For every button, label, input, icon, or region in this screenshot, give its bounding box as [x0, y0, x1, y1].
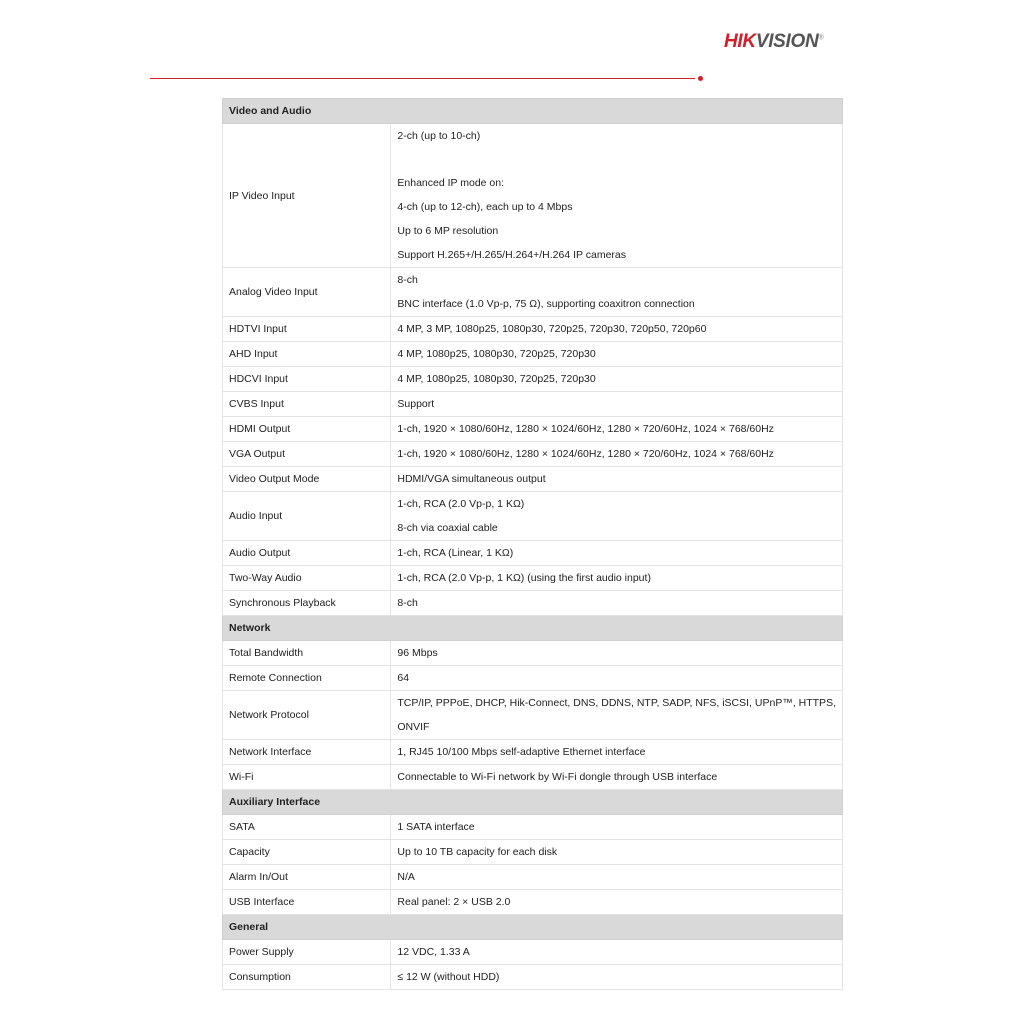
spec-value-cell [391, 691, 843, 740]
spec-row [223, 442, 843, 467]
spec-row [223, 890, 843, 915]
spec-value-cell [391, 492, 843, 541]
spec-value: 12 VDC, 1.33 A [397, 946, 470, 958]
spec-row [223, 124, 843, 268]
logo-vision: VISION [755, 31, 819, 52]
spec-label: Audio Input [223, 492, 391, 541]
spec-row [223, 317, 843, 342]
spec-value: TCP/IP, PPPoE, DHCP, Hik-Connect, DNS, DDNS, NTP, SADP, NFS, iSCSI, UPnP™, HTTPS, [397, 697, 836, 709]
spec-value: Real panel: 2 × USB 2.0 [397, 896, 511, 908]
spec-value: 96 Mbps [397, 647, 438, 659]
spec-value-cell [391, 442, 843, 467]
spec-value-cell [391, 890, 843, 915]
spec-row [223, 591, 843, 616]
spec-value-cell [391, 840, 843, 865]
spec-value: 2-ch (up to 10-ch) [397, 130, 481, 142]
spec-label: Network Interface [223, 740, 391, 765]
spec-value-cell [391, 641, 843, 666]
spec-value: Enhanced IP mode on: [397, 177, 505, 189]
section-header [223, 915, 843, 940]
spec-value: Up to 10 TB capacity for each disk [397, 846, 558, 858]
spec-row [223, 765, 843, 790]
spec-value: HDMI/VGA simultaneous output [397, 473, 546, 485]
spec-label: Consumption [223, 965, 391, 990]
section-title: Auxiliary Interface [223, 790, 843, 815]
spec-label: Remote Connection [223, 666, 391, 691]
spec-value-cell [391, 342, 843, 367]
spec-label: Network Protocol [223, 691, 391, 740]
section-header [223, 99, 843, 124]
spec-value: Support H.265+/H.265/H.264+/H.264 IP cameras [397, 249, 627, 261]
spec-row [223, 342, 843, 367]
spec-label: HDCVI Input [223, 367, 391, 392]
spec-label: Total Bandwidth [223, 641, 391, 666]
spec-value: Up to 6 MP resolution [397, 225, 499, 237]
spec-label: SATA [223, 815, 391, 840]
spec-label: Capacity [223, 840, 391, 865]
spec-value-cell [391, 566, 843, 591]
spec-value: Support [397, 398, 435, 410]
spec-row [223, 666, 843, 691]
logo-hik: HIK [724, 31, 756, 52]
spec-value: 64 [397, 672, 410, 684]
spec-label: Analog Video Input [223, 268, 391, 317]
spec-label: AHD Input [223, 342, 391, 367]
spec-label: Wi-Fi [223, 765, 391, 790]
spec-row [223, 492, 843, 541]
spec-value-cell [391, 865, 843, 890]
spec-value-cell [391, 268, 843, 317]
spec-value-cell [391, 591, 843, 616]
spec-value: 1-ch, 1920 × 1080/60Hz, 1280 × 1024/60Hz, 1280 × 720/60Hz, 1024 × 768/60Hz [397, 423, 774, 435]
spec-row [223, 840, 843, 865]
spec-label: IP Video Input [223, 124, 391, 268]
logo-registered-mark: ® [818, 34, 824, 42]
spec-value: ONVIF [397, 721, 430, 733]
spec-value-cell [391, 765, 843, 790]
spec-value: 4 MP, 1080p25, 1080p30, 720p25, 720p30 [397, 348, 596, 360]
spec-row [223, 740, 843, 765]
spec-row [223, 392, 843, 417]
spec-value-cell [391, 317, 843, 342]
spec-label: HDTVI Input [223, 317, 391, 342]
spec-value: 1 SATA interface [397, 821, 475, 833]
spec-label: Video Output Mode [223, 467, 391, 492]
spec-value-cell [391, 417, 843, 442]
spec-label: USB Interface [223, 890, 391, 915]
spec-value-cell [391, 740, 843, 765]
spec-value: Connectable to Wi-Fi network by Wi-Fi dongle through USB interface [397, 771, 718, 783]
spec-label: VGA Output [223, 442, 391, 467]
spec-value: 1-ch, RCA (Linear, 1 KΩ) [397, 547, 514, 559]
spec-row [223, 467, 843, 492]
spec-value-cell [391, 965, 843, 990]
spec-label: Alarm In/Out [223, 865, 391, 890]
spec-value: 4 MP, 1080p25, 1080p30, 720p25, 720p30 [397, 373, 596, 385]
spec-label: Two-Way Audio [223, 566, 391, 591]
spec-value: 4-ch (up to 12-ch), each up to 4 Mbps [397, 201, 573, 213]
spec-value: BNC interface (1.0 Vp-p, 75 Ω), supporting coaxitron connection [397, 298, 695, 310]
header-divider [150, 78, 695, 79]
spec-value-cell [391, 467, 843, 492]
spec-value: N/A [397, 871, 415, 883]
spec-row [223, 417, 843, 442]
spec-value-cell [391, 666, 843, 691]
spec-row [223, 541, 843, 566]
spec-label: CVBS Input [223, 392, 391, 417]
spec-label: Power Supply [223, 940, 391, 965]
spec-value: 4 MP, 3 MP, 1080p25, 1080p30, 720p25, 720p30, 720p50, 720p60 [397, 323, 707, 335]
spec-value-cell [391, 392, 843, 417]
spec-value: 1-ch, RCA (2.0 Vp-p, 1 KΩ) (using the first audio input) [397, 572, 651, 584]
section-title: Video and Audio [223, 99, 843, 124]
spec-value-cell [391, 541, 843, 566]
spec-value-cell [391, 367, 843, 392]
spec-value-cell [391, 815, 843, 840]
spec-row [223, 566, 843, 591]
section-header [223, 790, 843, 815]
spec-value: 1, RJ45 10/100 Mbps self-adaptive Ethernet interface [397, 746, 646, 758]
header-divider-dot [698, 76, 703, 81]
spec-row [223, 940, 843, 965]
spec-label: Synchronous Playback [223, 591, 391, 616]
spec-value: 1-ch, 1920 × 1080/60Hz, 1280 × 1024/60Hz, 1280 × 720/60Hz, 1024 × 768/60Hz [397, 448, 774, 460]
spec-value: 8-ch via coaxial cable [397, 522, 498, 534]
spec-value-spacer [397, 148, 836, 171]
spec-row [223, 691, 843, 740]
section-title: Network [223, 616, 843, 641]
hikvision-logo [724, 31, 823, 53]
spec-value: 8-ch [397, 597, 418, 609]
spec-table-body [223, 99, 843, 990]
spec-row [223, 367, 843, 392]
section-header [223, 616, 843, 641]
spec-row [223, 268, 843, 317]
spec-row [223, 641, 843, 666]
spec-value: ≤ 12 W (without HDD) [397, 971, 500, 983]
spec-row [223, 865, 843, 890]
spec-label: Audio Output [223, 541, 391, 566]
section-title: General [223, 915, 843, 940]
spec-row [223, 965, 843, 990]
spec-label: HDMI Output [223, 417, 391, 442]
spec-table [222, 98, 843, 990]
spec-row [223, 815, 843, 840]
spec-value-cell [391, 124, 843, 268]
spec-value: 8-ch [397, 274, 418, 286]
spec-value-cell [391, 940, 843, 965]
spec-value: 1-ch, RCA (2.0 Vp-p, 1 KΩ) [397, 498, 525, 510]
